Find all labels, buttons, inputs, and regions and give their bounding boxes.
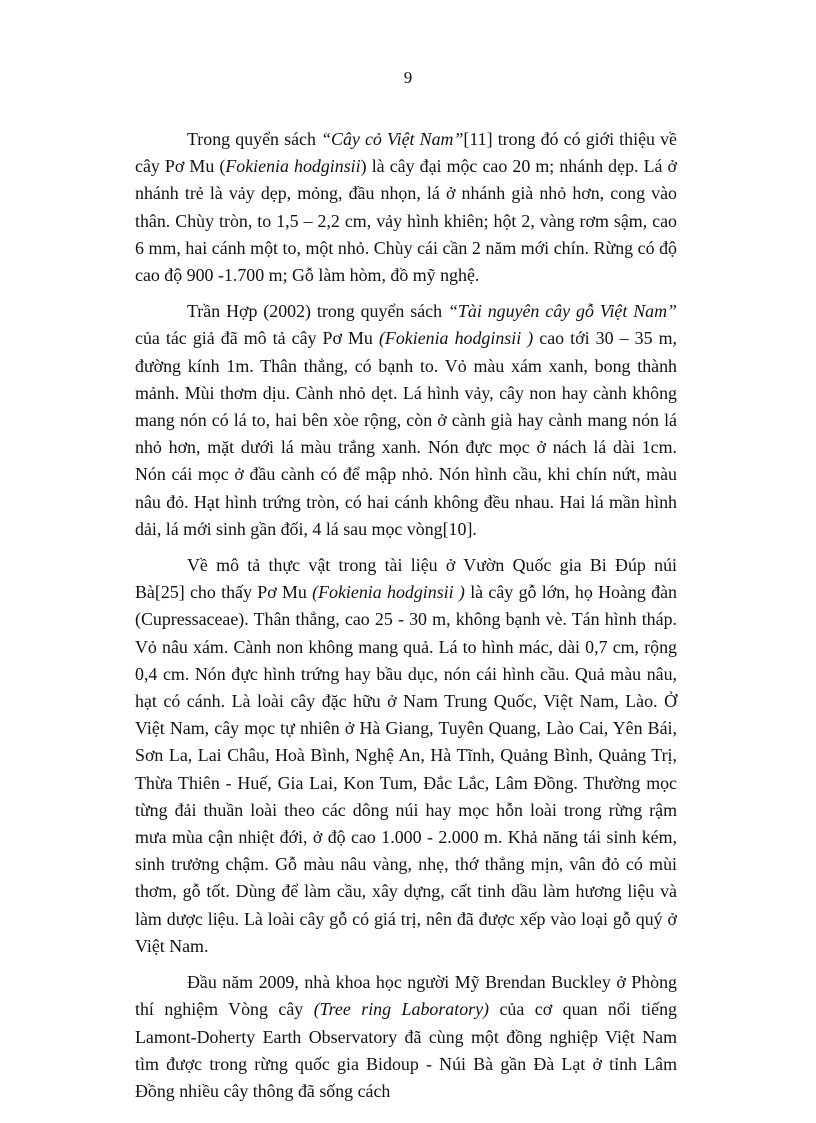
text-run: Đầu năm 2009, nhà khoa học người Mỹ Brendan Buckley ở Phòng thí nghiệm Vòng cây — [135, 972, 677, 1020]
page-number: 9 — [403, 68, 413, 87]
text-run: của cơ quan nổi tiếng Lamont-Doherty Earth Observatory đã cùng một đồng nghiệp Việt Nam tìm được trong rừng quốc gia Bidoup - Núi Bà gần Đà Lạt ở tỉnh Lâm Đồng nhiều cây thông đã sống cách — [135, 999, 677, 1101]
italic-text-run: (Tree ring Laboratory) — [313, 999, 490, 1020]
italic-text-run: (Fokienia hodginsii ) — [378, 328, 534, 349]
paragraph — [135, 298, 677, 543]
text-run: Trần Hợp (2002) trong quyển sách — [187, 301, 448, 322]
paragraph — [135, 552, 677, 960]
text-run: ) là cây đại mộc cao 20 m; nhánh dẹp. Lá ở nhánh trẻ là vảy dẹp, mỏng, đầu nhọn, lá ở nhánh già nhỏ hơn, cong vào thân. Chùy tròn, to 1,5 – 2,2 cm, vảy hình khiên; hột 2, vàng rơm sậm, cao 6 mm, hai cánh một to, một nhỏ. Chùy cái cần 2 năm mới chín. Rừng có độ cao độ 900 -1.700 m; Gỗ làm hòm, đồ mỹ nghệ. — [135, 156, 678, 286]
text-run: [11] trong đó có giới thiệu về cây Pơ Mu ( — [135, 129, 677, 177]
paragraph — [135, 969, 677, 1105]
paragraph — [135, 126, 677, 289]
text-run: Trong quyển sách — [187, 129, 322, 149]
italic-text-run: “Tài nguyên cây gỗ Việt Nam” — [447, 301, 677, 322]
body-text — [135, 126, 677, 1114]
italic-text-run: “Cây cỏ Việt Nam” — [321, 129, 464, 149]
text-run: cao tới 30 – 35 m, đường kính 1m. Thân thẳng, có bạnh to. Vỏ màu xám xanh, bong thành mảnh. Mùi thơm dịu. Cành nhỏ dẹt. Lá hình vảy, cây non hay cành không mang nón có lá to, hai bên xòe rộng, còn ở cành già hay cành mang nón lá nhỏ hơn, mặt dưới lá màu trắng xanh. Nón đực mọc ở nách lá dài 1cm. Nón cái mọc ở đầu cành có để mập nhỏ. Nón hình cầu, khi chín nứt, màu nâu đỏ. Hạt hình trứng tròn, có hai cánh không đều nhau. Hai lá mần hình dải, lá mới sinh gần đối, 4 lá sau mọc vòng[10]. — [135, 328, 677, 539]
italic-text-run: (Fokienia hodginsii ) — [312, 582, 465, 603]
text-run: Về mô tả thực vật trong tài liệu ở Vườn Quốc gia Bi Đúp núi Bà[25] cho thấy Pơ Mu — [135, 555, 677, 603]
italic-text-run: Fokienia hodginsii — [225, 156, 361, 177]
text-run: là cây gỗ lớn, họ Hoàng đàn (Cupressaceae). Thân thẳng, cao 25 - 30 m, không bạnh vè. Tán hình tháp. Vỏ nâu xám. Cành non không mang quả. Lá to hình mác, dài 0,7 cm, rộng 0,4 cm. Nón đực hình trứng hay bầu dục, nón cái hình cầu. Quả màu nâu, hạt có cánh. Là loài cây đặc hữu ở Nam Trung Quốc, Việt Nam, Lào. Ở Việt Nam, cây mọc tự nhiên ở Hà Giang, Tuyên Quang, Lào Cai, Yên Bái, Sơn La, Lai Châu, Hoà Bình, Nghệ An, Hà Tĩnh, Quảng Bình, Quảng Trị, Thừa Thiên - Huế, Gia Lai, Kon Tum, Đắc Lắc, Lâm Đồng. Thường mọc từng đải thuần loài theo các dông núi hay mọc hỗn loài trong rừng rậm mưa mùa cận nhiệt đới, ở độ cao 1.000 - 2.000 m. Khả năng tái sinh kém, sinh trưởng chậm. Gỗ màu nâu vàng, nhẹ, thớ thẳng mịn, vân đỏ có mùi thơm, gỗ tốt. Dùng để làm cầu, xây dựng, cất tinh dầu làm hương liệu và làm dược liệu. Là loài cây gỗ có giá trị, nên đã được xếp vào loại gỗ quý ở Việt Nam. — [135, 582, 677, 956]
text-run: của tác giả đã mô tả cây Pơ Mu — [135, 328, 379, 349]
